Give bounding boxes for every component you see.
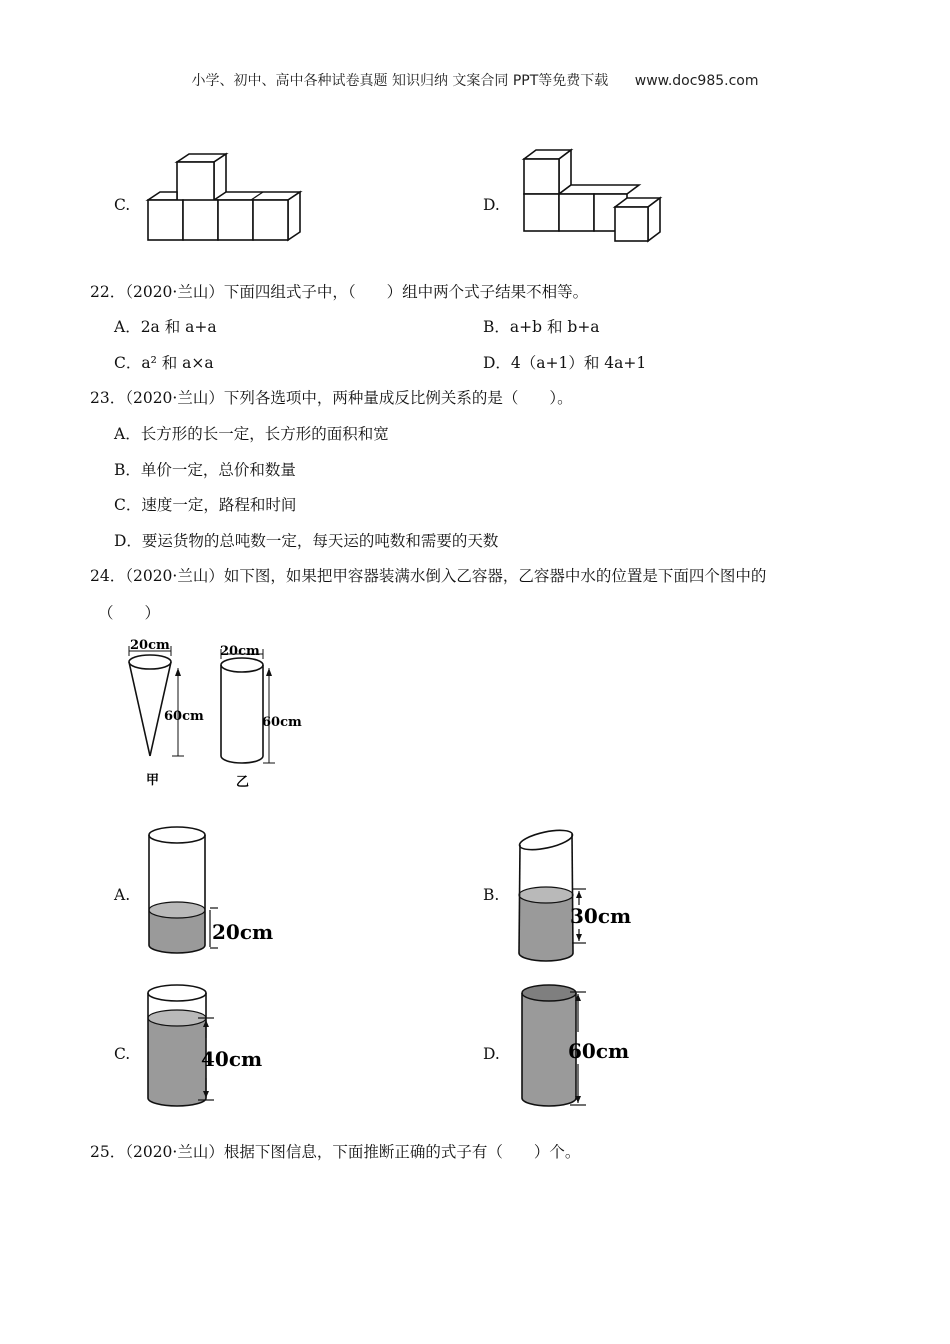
q24-option-c-figure [140, 980, 280, 1115]
q23-option-a: A．长方形的长一定，长方形的面积和宽 [114, 425, 389, 443]
q24-stem-blank: （ ） [98, 604, 161, 622]
q21-option-c-label: C. [114, 196, 131, 214]
header-site: www.doc985.com [634, 73, 759, 89]
q24-option-a-label: A. [114, 886, 131, 904]
q23-option-b: B．单价一定，总价和数量 [114, 461, 296, 479]
q24-option-b-height: 30cm [570, 904, 632, 928]
q22-option-b: B．a+b 和 b+a [483, 318, 600, 336]
q25-stem: 25．（2020·兰山）根据下图信息，下面推断正确的式子有（ ）个。 [90, 1143, 581, 1161]
cone-name-label: 甲 [146, 773, 160, 788]
q22-option-d: D．4（a+1）和 4a+1 [483, 354, 647, 372]
q23-option-c: C．速度一定，路程和时间 [114, 496, 297, 514]
q24-option-d-height: 60cm [568, 1039, 630, 1063]
cylinder-name-label: 乙 [236, 775, 250, 790]
q24-option-d-label: D. [483, 1045, 500, 1063]
q24-option-d-figure [512, 980, 652, 1115]
q23-option-d: D．要运货物的总吨数一定，每天运的吨数和需要的天数 [114, 532, 499, 550]
q22-stem: 22．（2020·兰山）下面四组式子中，（ ）组中两个式子结果不相等。 [90, 283, 589, 301]
cone-height-label: 60cm [164, 709, 204, 724]
header-text: 小学、初中、高中各种试卷真题 知识归纳 文案合同 PPT等免费下载 [191, 73, 609, 89]
q21-option-d-label: D. [483, 196, 500, 214]
q24-option-b-label: B. [483, 886, 500, 904]
page-header [0, 70, 950, 90]
q24-option-a-figure [140, 820, 280, 960]
q24-stem: 24．（2020·兰山）如下图，如果把甲容器装满水倒入乙容器，乙容器中水的位置是下面四个图中的 [90, 567, 767, 585]
q22-option-a: A．2a 和 a+a [114, 318, 217, 336]
cylinder-diameter-label: 20cm [220, 644, 260, 659]
q24-container-figure [112, 638, 322, 793]
q23-stem: 23．（2020·兰山）下列各选项中，两种量成反比例关系的是（ ）。 [90, 389, 573, 407]
q24-option-c-height: 40cm [201, 1047, 263, 1071]
q21-option-c-cubes [140, 150, 310, 250]
cylinder-height-label: 60cm [262, 715, 302, 730]
q24-option-b-figure [510, 825, 650, 965]
q21-option-d-cubes [515, 145, 675, 250]
q22-option-c: C．a² 和 a×a [114, 354, 214, 372]
q24-option-c-label: C. [114, 1045, 131, 1063]
q24-option-a-height: 20cm [212, 920, 274, 944]
cone-diameter-label: 20cm [130, 638, 170, 653]
